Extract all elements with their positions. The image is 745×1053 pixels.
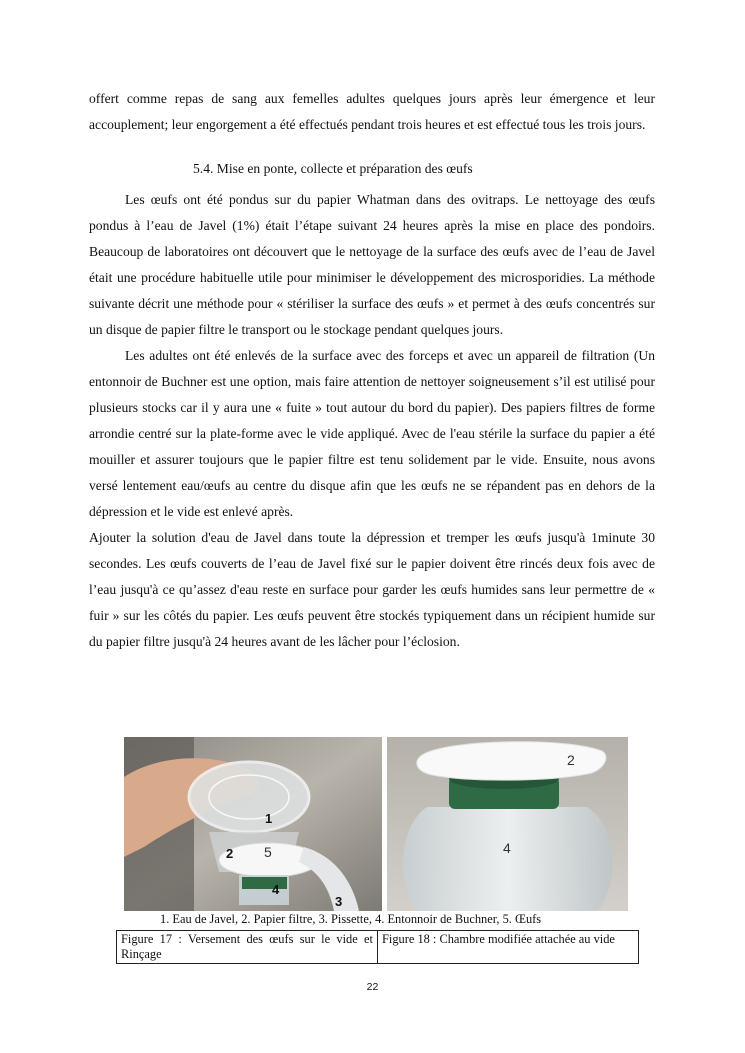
label-5: 5 <box>264 844 272 860</box>
label-2-right: 2 <box>567 752 575 768</box>
caption-figure-18: Figure 18 : Chambre modifiée attachée au vide <box>378 931 639 964</box>
paragraph-eggs-laying: Les œufs ont été pondus sur du papier Whatman dans des ovitraps. Le nettoyage des œufs pondus à l’eau de Javel (1%) était l’étape suivant 24 heures après la mise en place des pondoirs. Beaucoup de laboratoires ont découvert que le nettoyage de la surface des œufs avec de l’eau de Javel était une procédure habituelle utile pour minimiser le développement des microsporidies. La méthode suivante décrit une méthode pour « stériliser la surface des œufs » et permet à des œufs concentrés sur un disque de papier filtre le transport ou le stockage pendant quelques jours. <box>89 192 655 337</box>
paragraph-intro: offert comme repas de sang aux femelles adultes quelques jours après leur émergence et leur accouplement; leur engorgement a été effectués pendant trois heures et est effectué tous les trois jours. <box>89 91 655 132</box>
paragraph-filtration: Les adultes ont été enlevés de la surface avec des forceps et avec un appareil de filtration (Un entonnoir de Buchner est une option, mais faire attention de nettoyer soigneusement s’il est utilisé pour plusieurs stocks car il y aura une « fuite » tout autour du bord du papier). Des papiers filtres de forme arrondie centré sur la plate-forme avec le vide appliqué. Avec de l'eau stérile la surface du papier a été mouiller et assurer toujours que le papier filtre est tenu solidement par le vide. Ensuite, nous avons versé lentement eau/œufs au centre du disque afin que les œufs ne se répandent pas en dehors de la dépression et le vide est enlevé après. <box>89 348 655 519</box>
label-3: 3 <box>335 894 343 909</box>
label-1: 1 <box>265 811 273 826</box>
caption-row <box>117 931 639 964</box>
figure-17-image <box>124 737 382 911</box>
label-4: 4 <box>272 882 280 897</box>
filter-paper-disc <box>417 742 606 780</box>
vacuum-jar <box>403 807 612 911</box>
figure-captions-table <box>116 930 639 964</box>
figure-legend: 1. Eau de Javel, 2. Papier filtre, 3. Pissette, 4. Entonnoir de Buchner, 5. Œufs <box>160 912 542 926</box>
figure-18-image <box>387 737 628 911</box>
section-heading: 5.4. Mise en ponte, collecte et préparation des œufs <box>193 161 473 176</box>
funnel-collar <box>242 877 287 889</box>
intro-paragraph <box>89 86 655 138</box>
bleach-dish <box>189 762 309 832</box>
figure-17-photo <box>124 737 382 911</box>
label-4-right: 4 <box>503 840 511 856</box>
paragraph-bleach: Ajouter la solution d'eau de Javel dans toute la dépression et tremper les œufs jusqu'à 1minute 30 secondes. Les œufs couverts de l’eau de Javel fixé sur le papier doivent être rincés deux fois avec de l’eau jusqu'à ce qu’assez d'eau reste en surface pour garder les œufs humides sans leur permettre de « fuir » sur les côtés du papier. Les œufs peuvent être stockés typiquement dans un récipient humide sur du papier filtre jusqu'à 24 heures avant de les lâcher pour l’éclosion. <box>89 530 655 649</box>
caption-figure-17: Figure 17 : Versement des œufs sur le vide et Rinçage <box>117 931 378 964</box>
label-2: 2 <box>226 846 234 861</box>
figure-18-photo <box>387 737 628 911</box>
page-number: 22 <box>366 981 379 993</box>
body-text <box>89 187 655 655</box>
